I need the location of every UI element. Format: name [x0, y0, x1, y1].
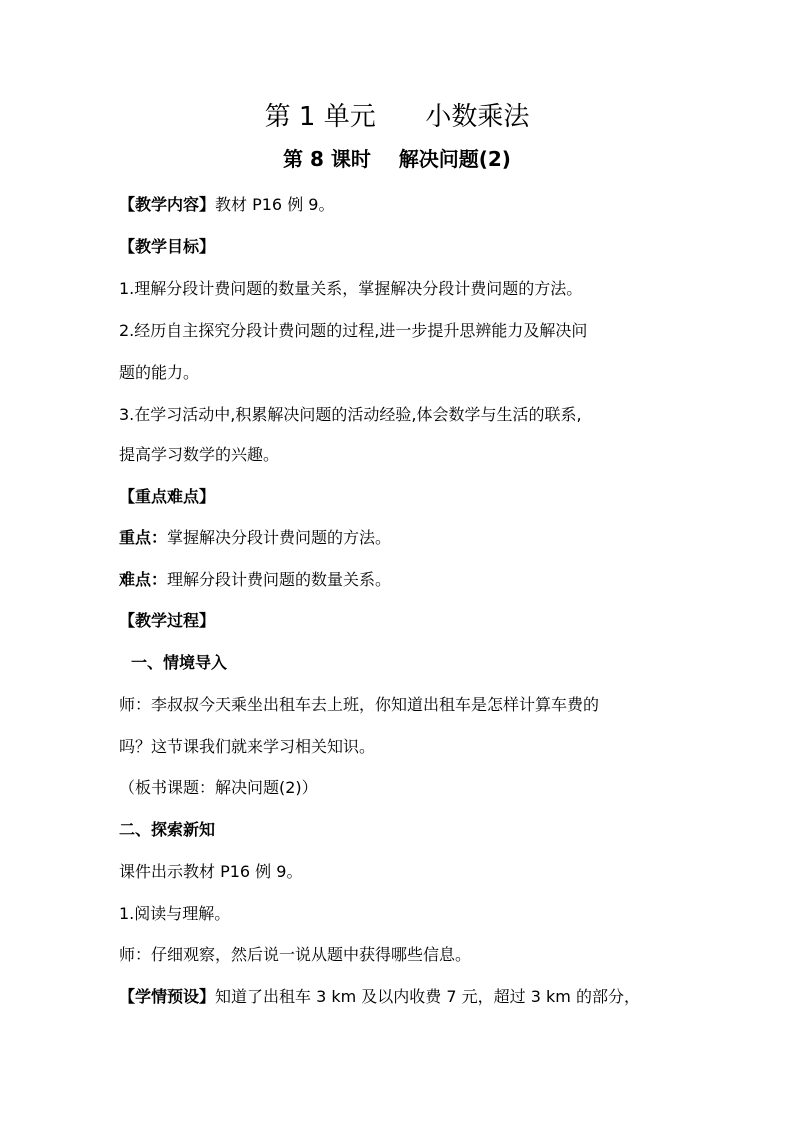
unit-title: 第 1 单元 小数乘法	[264, 102, 530, 132]
board-note: （板书课题：解决问题(2)）	[119, 778, 318, 797]
courseware-line: 课件出示教材 P16 例 9。	[119, 862, 303, 881]
key-point-line	[119, 527, 679, 549]
goal-item-3-line-2: 提高学习数学的兴趣。	[119, 445, 280, 464]
key-point-label: 重点：	[119, 528, 168, 547]
student-preset-label: 【学情预设】	[119, 987, 216, 1006]
goal-item-2-line-2: 题的能力。	[119, 363, 200, 382]
teaching-content-line	[119, 194, 679, 216]
student-preset-line	[119, 986, 679, 1008]
student-preset-text: 知道了出租车 3 km 及以内收费 7 元，超过 3 km 的部分，	[215, 987, 640, 1006]
key-point-text: 掌握解决分段计费问题的方法。	[167, 528, 392, 547]
teaching-content-label: 【教学内容】	[119, 195, 216, 214]
goal-item-2-line-1: 2.经历自主探究分段计费问题的过程,进一步提升思辨能力及解决问	[119, 321, 588, 340]
goal-item-1: 1.理解分段计费问题的数量关系，掌握解决分段计费问题的方法。	[119, 279, 583, 298]
difficulty-line	[119, 569, 679, 591]
goals-heading: 【教学目标】	[119, 237, 216, 256]
goal-item-3-line-1: 3.在学习活动中,积累解决问题的活动经验,体会数学与生活的联系,	[119, 405, 582, 424]
teacher-line-2: 吗？这节课我们就来学习相关知识。	[119, 737, 376, 756]
section-1-heading: 一、情境导入	[131, 653, 228, 672]
teacher-question-line: 师：仔细观察，然后说一说从题中获得哪些信息。	[119, 945, 472, 964]
keypoints-heading: 【重点难点】	[119, 487, 216, 506]
process-heading: 【教学过程】	[119, 611, 216, 630]
difficulty-label: 难点：	[119, 570, 168, 589]
step-1-line: 1.阅读与理解。	[119, 904, 231, 923]
teaching-content-text: 教材 P16 例 9。	[215, 195, 335, 214]
difficulty-text: 理解分段计费问题的数量关系。	[167, 570, 392, 589]
lesson-subtitle: 第 8 课时 解决问题(2)	[283, 147, 511, 171]
section-2-heading: 二、探索新知	[119, 820, 216, 839]
teacher-line-1: 师：李叔叔今天乘坐出租车去上班，你知道出租车是怎样计算车费的	[119, 695, 600, 714]
